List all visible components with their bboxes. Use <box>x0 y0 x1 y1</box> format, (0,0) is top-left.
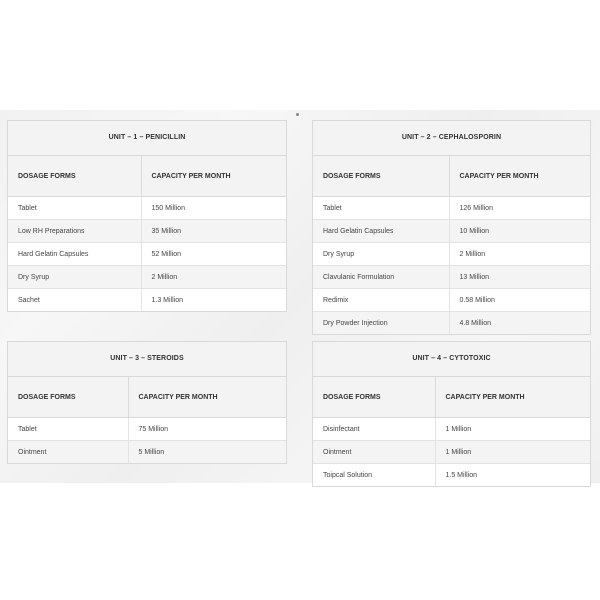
dosage-form-cell: Ointment <box>313 441 435 464</box>
dosage-form-cell: Clavulanic Formulation <box>313 266 449 289</box>
capacity-cell: 35 Million <box>141 220 286 243</box>
capacity-cell: 150 Million <box>141 197 286 220</box>
capacity-cell: 13 Million <box>449 266 590 289</box>
dosage-form-cell: Hard Gelatin Capsules <box>313 220 449 243</box>
capacity-cell: 0.58 Million <box>449 289 590 312</box>
capacity-cell: 1 Million <box>435 441 590 464</box>
dosage-forms-header: DOSAGE FORMS <box>8 377 128 418</box>
dosage-form-cell: Dry Syrup <box>8 266 141 289</box>
dosage-form-cell: Dry Syrup <box>313 243 449 266</box>
table-header-row <box>313 156 590 197</box>
dosage-form-cell: Redimix <box>313 289 449 312</box>
capacity-cell: 4.8 Million <box>449 312 590 335</box>
separator-dot <box>296 113 299 116</box>
table-row <box>313 197 590 220</box>
table-row <box>313 266 590 289</box>
table-row <box>8 289 286 312</box>
table-row <box>8 220 286 243</box>
unit-2-table <box>312 120 591 335</box>
table-row <box>8 418 286 441</box>
capacity-cell: 1.3 Million <box>141 289 286 312</box>
capacity-table <box>313 156 590 334</box>
dosage-form-cell: Tablet <box>8 418 128 441</box>
dosage-form-cell: Disinfectant <box>313 418 435 441</box>
capacity-header: CAPACITY PER MONTH <box>141 156 286 197</box>
dosage-form-cell: Toipcal Solution <box>313 464 435 487</box>
capacity-cell: 75 Million <box>128 418 286 441</box>
dosage-forms-header: DOSAGE FORMS <box>313 377 435 418</box>
capacity-cell: 52 Million <box>141 243 286 266</box>
unit-4-table <box>312 341 591 487</box>
capacity-header: CAPACITY PER MONTH <box>435 377 590 418</box>
capacity-cell: 126 Million <box>449 197 590 220</box>
dosage-form-cell: Sachet <box>8 289 141 312</box>
table-header-row <box>8 377 286 418</box>
dosage-forms-header: DOSAGE FORMS <box>313 156 449 197</box>
capacity-cell: 10 Million <box>449 220 590 243</box>
table-row <box>313 441 590 464</box>
table-row <box>8 197 286 220</box>
table-row <box>8 243 286 266</box>
table-row <box>313 464 590 487</box>
dosage-forms-header: DOSAGE FORMS <box>8 156 141 197</box>
dosage-form-cell: Tablet <box>8 197 141 220</box>
dosage-form-cell: Ointment <box>8 441 128 464</box>
table-row <box>313 220 590 243</box>
dosage-form-cell: Dry Powder Injection <box>313 312 449 335</box>
capacity-cell: 2 Million <box>449 243 590 266</box>
capacity-table <box>313 377 590 486</box>
dosage-form-cell: Tablet <box>313 197 449 220</box>
unit-title: UNIT – 1 – PENICILLIN <box>8 121 286 156</box>
capacity-cell: 2 Million <box>141 266 286 289</box>
unit-1-table <box>7 120 287 312</box>
capacity-cell: 5 Million <box>128 441 286 464</box>
table-header-row <box>313 377 590 418</box>
capacity-header: CAPACITY PER MONTH <box>128 377 286 418</box>
unit-title: UNIT – 4 – CYTOTOXIC <box>313 342 590 377</box>
capacity-cell: 1 Million <box>435 418 590 441</box>
table-row <box>8 266 286 289</box>
dosage-form-cell: Hard Gelatin Capsules <box>8 243 141 266</box>
table-header-row <box>8 156 286 197</box>
capacity-header: CAPACITY PER MONTH <box>449 156 590 197</box>
capacity-table <box>8 377 286 463</box>
table-row <box>313 289 590 312</box>
table-row <box>313 312 590 335</box>
capacity-table <box>8 156 286 311</box>
table-row <box>8 441 286 464</box>
table-row <box>313 243 590 266</box>
unit-title: UNIT – 2 – CEPHALOSPORIN <box>313 121 590 156</box>
unit-3-table <box>7 341 287 464</box>
unit-title: UNIT – 3 – STEROIDS <box>8 342 286 377</box>
table-row <box>313 418 590 441</box>
capacity-cell: 1.5 Million <box>435 464 590 487</box>
dosage-form-cell: Low RH Preparations <box>8 220 141 243</box>
